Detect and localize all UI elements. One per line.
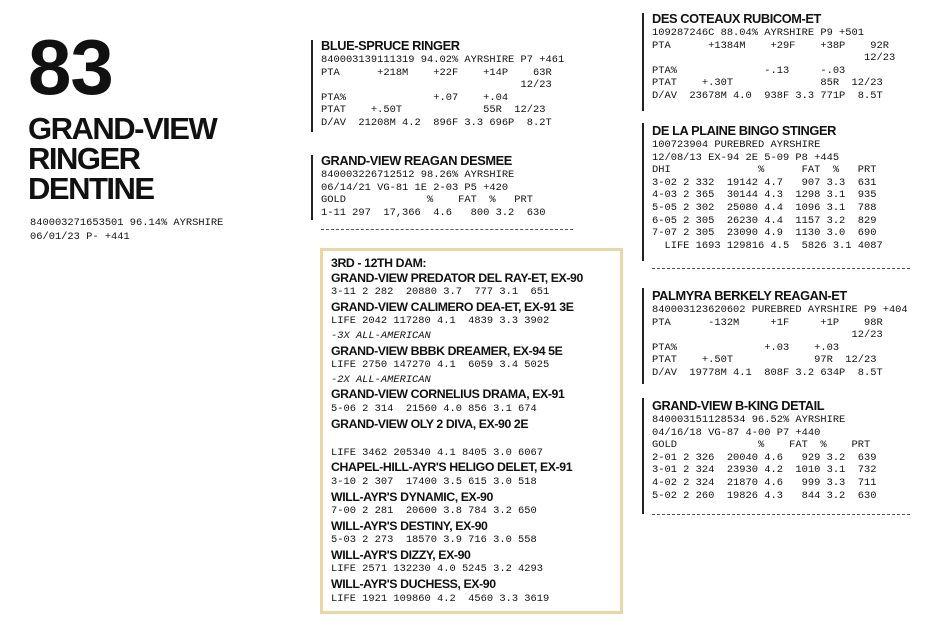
mgd-line: 04/16/18 VG-87 4-00 P7 +440 xyxy=(652,426,821,439)
pgd-line: 4-03 2 365 30144 4.3 1298 3.1 935 xyxy=(652,189,877,202)
dams-list xyxy=(331,256,621,606)
dam-entry-record: 5-06 2 314 21560 4.0 856 3.1 674 xyxy=(331,402,537,415)
dam-entry-name: GRAND-VIEW PREDATOR DEL RAY-ET, EX-90 xyxy=(331,270,583,285)
dam-entry-name: WILL-AYR'S DUCHESS, EX-90 xyxy=(331,577,496,592)
dam-entry-record: 3-11 2 282 20880 3.7 777 3.1 651 xyxy=(331,286,550,299)
mgs-line: PTA -132M +1F +1P 98R xyxy=(652,316,883,329)
pgd-divider xyxy=(652,268,910,269)
dams-title: 3RD - 12TH DAM: xyxy=(331,256,427,270)
dam-entry-record: 3-10 2 307 17400 3.5 615 3.0 518 xyxy=(331,475,537,488)
animal-registration: 840003271653501 96.14% AYRSHIRE xyxy=(30,217,224,229)
pgs-line: PTA +1384M +29F +38P 92R xyxy=(652,39,889,52)
mgs-branch-bar xyxy=(642,288,644,384)
sire-line: 840003139111319 94.02% AYRSHIRE P7 +461 xyxy=(321,54,565,66)
sire-name: BLUE-SPRUCE RINGER xyxy=(321,38,460,53)
mgd-block xyxy=(652,398,876,502)
pgs-line: D/AV 23678M 4.0 938F 3.3 771P 8.5T xyxy=(652,89,883,102)
dam-line: 1-11 297 17,366 4.6 800 3.2 630 xyxy=(321,206,546,219)
animal-name xyxy=(28,111,217,206)
pgd-line: 5-05 2 302 25080 4.4 1096 3.1 788 xyxy=(652,201,877,214)
sire-line: PTAT +.50T 55R 12/23 xyxy=(321,104,546,117)
pgd-line: LIFE 1693 129816 4.5 5826 3.1 4087 xyxy=(652,239,883,252)
dam-entry-name: CHAPEL-HILL-AYR'S HELIGO DELET, EX-91 xyxy=(331,460,573,475)
pgd-branch-bar xyxy=(642,123,644,261)
dam-entry-note: -3X ALL-AMERICAN xyxy=(331,329,431,342)
dam-entry-name: GRAND-VIEW CORNELIUS DRAMA, EX-91 xyxy=(331,387,565,402)
mgd-line: 5-02 2 260 19826 4.3 844 3.2 630 xyxy=(652,489,877,502)
dam-entry-note: -2X ALL-AMERICAN xyxy=(331,373,431,386)
sire-line: D/AV 21208M 4.2 896F 3.3 696P 8.2T xyxy=(321,116,552,129)
dam-line: GOLD % FAT % PRT xyxy=(321,194,534,207)
pgs-line: 109287246C 88.04% AYRSHIRE P9 +501 xyxy=(652,27,865,39)
animal-name-line: RINGER xyxy=(28,141,140,176)
dam-entry-record: LIFE 2750 147270 4.1 6059 3.4 5025 xyxy=(331,359,550,372)
dam-line: 06/14/21 VG-81 1E 2-03 P5 +420 xyxy=(321,181,509,194)
dam-entry-name: WILL-AYR'S DESTINY, EX-90 xyxy=(331,518,488,533)
pgd-name: DE LA PLAINE BINGO STINGER xyxy=(652,123,836,138)
sire-line: 12/23 xyxy=(321,79,552,92)
mgd-branch-bar xyxy=(642,398,644,514)
animal-name-line: DENTINE xyxy=(28,171,154,206)
pgs-name: DES COTEAUX RUBICOM-ET xyxy=(652,11,821,26)
mgs-line: PTAT +.50T 97R 12/23 xyxy=(652,354,877,367)
pgs-block xyxy=(652,11,895,103)
pgs-branch-bar xyxy=(642,13,644,111)
pgs-line: 12/23 xyxy=(652,52,896,65)
pgd-line: 3-02 2 332 19142 4.7 907 3.3 631 xyxy=(652,176,877,189)
dam-name: GRAND-VIEW REAGAN DESMEE xyxy=(321,153,512,168)
pgd-line: 12/08/13 EX-94 2E 5-09 P8 +445 xyxy=(652,151,840,164)
pgd-line: 100723904 PUREBRED AYRSHIRE xyxy=(652,139,821,151)
dam-divider xyxy=(321,229,573,230)
mgd-name: GRAND-VIEW B-KING DETAIL xyxy=(652,398,825,413)
pgd-line: 7-07 2 305 23090 4.9 1130 3.0 690 xyxy=(652,227,877,240)
mgs-block xyxy=(652,288,908,380)
mgd-divider xyxy=(652,514,910,515)
mgs-line: D/AV 19778M 4.1 808F 3.2 634P 8.5T xyxy=(652,366,883,379)
dam-entry-name: GRAND-VIEW BBBK DREAMER, EX-94 5E xyxy=(331,343,563,358)
dam-entry-record xyxy=(331,431,621,446)
pgd-line: DHI % FAT % PRT xyxy=(652,164,877,177)
dam-entry-name: WILL-AYR'S DYNAMIC, EX-90 xyxy=(331,489,493,504)
dam-entry-record: LIFE 2042 117280 4.1 4839 3.3 3902 xyxy=(331,315,550,328)
sire-line: PTA +218M +22F +14P 63R xyxy=(321,66,552,79)
mgd-line: 3-01 2 324 23930 4.2 1010 3.1 732 xyxy=(652,464,877,477)
dam-entry-name: GRAND-VIEW CALIMERO DEA-ET, EX-91 3E xyxy=(331,299,574,314)
dam-entry-record: LIFE 2571 132230 4.0 5245 3.2 4293 xyxy=(331,563,544,576)
dam-entry-record: LIFE 3462 205340 4.1 8405 3.0 6067 xyxy=(331,446,544,459)
animal-name-line: GRAND-VIEW xyxy=(28,111,217,146)
mgs-line: 12/23 xyxy=(652,329,883,342)
dam-entry-name: WILL-AYR'S DIZZY, EX-90 xyxy=(331,547,471,562)
mgs-name: PALMYRA BERKELY REAGAN-ET xyxy=(652,288,847,303)
pgs-line: PTAT +.30T 85R 12/23 xyxy=(652,77,883,90)
mgd-line: 2-01 2 326 20040 4.6 929 3.2 639 xyxy=(652,451,877,464)
mgd-line: 840003151128534 96.52% AYRSHIRE xyxy=(652,414,846,426)
dam-block xyxy=(321,153,545,219)
sire-line: PTA% +.07 +.04 xyxy=(321,91,509,104)
mgd-line: 4-02 2 324 21870 4.6 999 3.3 711 xyxy=(652,476,877,489)
dam-entry-record: 5-03 2 273 18570 3.9 716 3.0 558 xyxy=(331,534,537,547)
dam-line: 840003226712512 98.26% AYRSHIRE xyxy=(321,169,515,181)
pgs-line: PTA% -.13 -.03 xyxy=(652,64,846,77)
mgs-line: PTA% +.03 +.03 xyxy=(652,341,840,354)
dam-entry-record: 7-00 2 281 20600 3.8 784 3.2 650 xyxy=(331,505,537,518)
pgd-line: 6-05 2 305 26230 4.4 1157 3.2 829 xyxy=(652,214,877,227)
dam-entry-name: GRAND-VIEW OLY 2 DIVA, EX-90 2E xyxy=(331,416,529,431)
animal-birthdate: 06/01/23 P- +441 xyxy=(30,231,130,243)
mgs-line: 840003123620602 PUREBRED AYRSHIRE P9 +404 xyxy=(652,304,908,316)
sire-block xyxy=(321,38,564,130)
sire-branch-bar xyxy=(311,40,313,132)
dam-entry-record: LIFE 1921 109860 4.2 4560 3.3 3619 xyxy=(331,592,550,605)
pgd-block xyxy=(652,123,883,252)
mgd-line: GOLD % FAT % PRT xyxy=(652,439,871,452)
lot-number: 83 xyxy=(28,23,113,111)
dam-branch-bar xyxy=(311,155,313,220)
